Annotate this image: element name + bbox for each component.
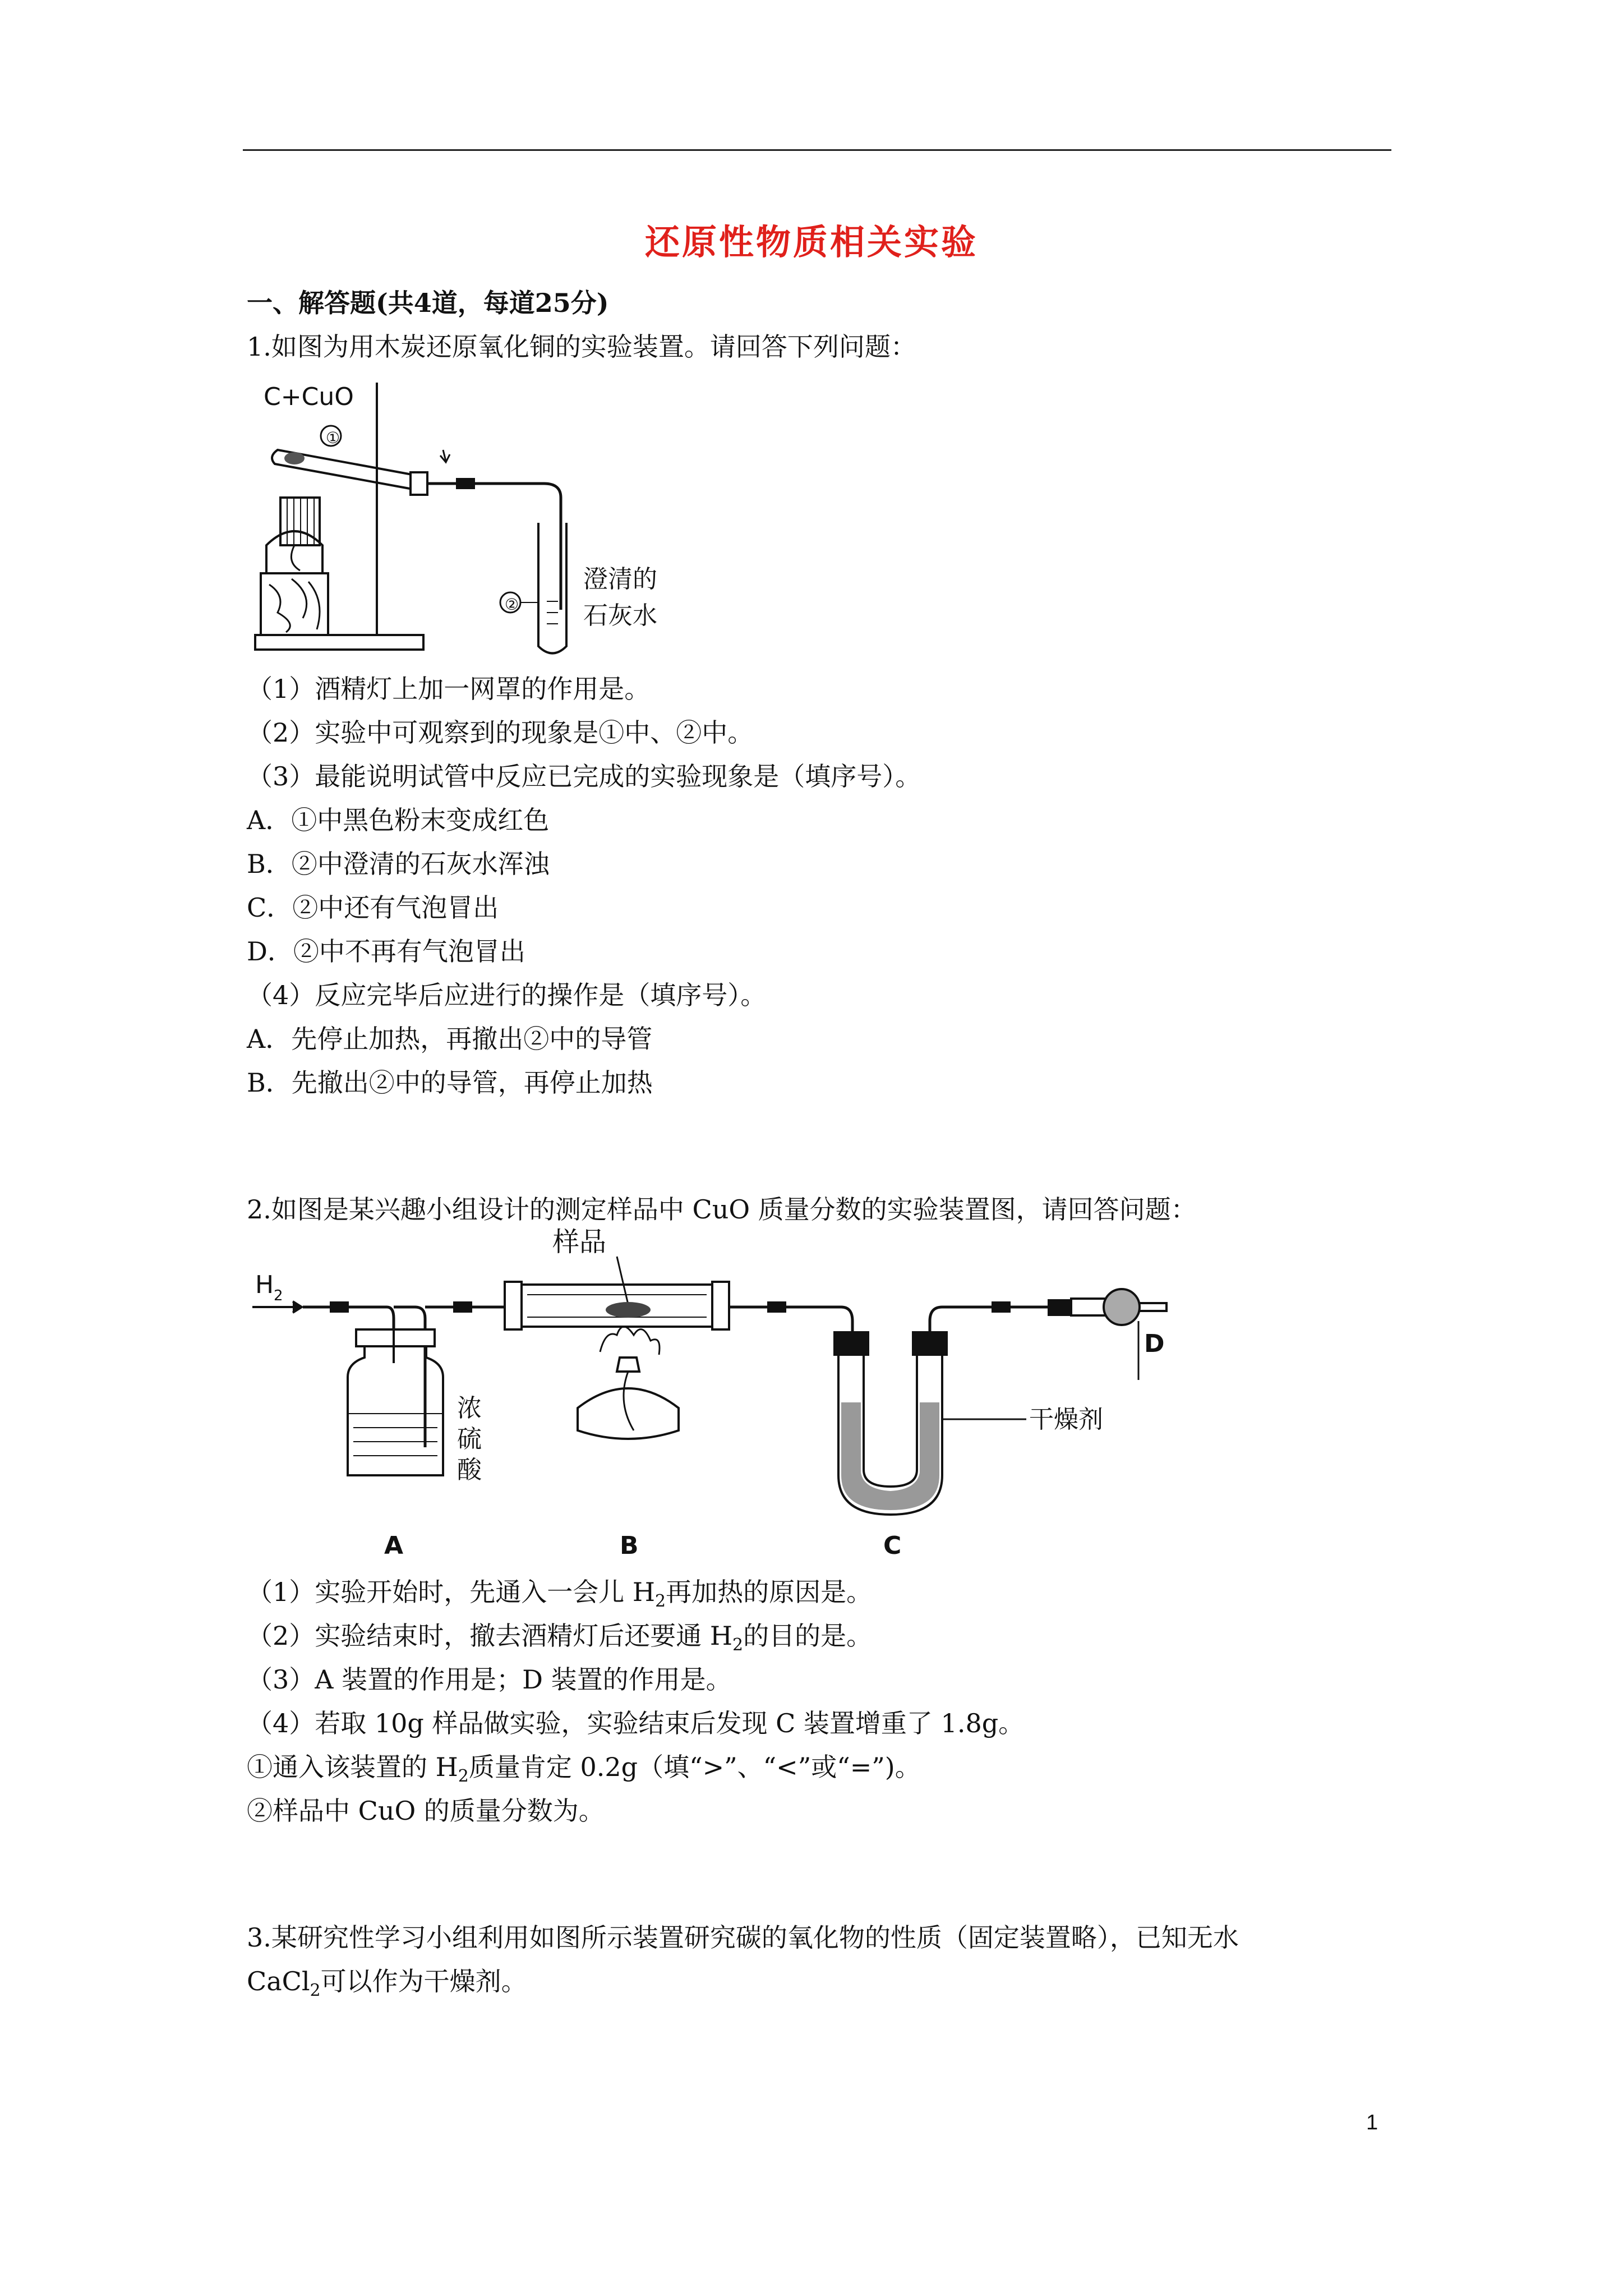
q1-reagent-label: C+CuO — [264, 383, 354, 411]
q1-option-b: B．②中澄清的石灰水浑浊 — [247, 849, 550, 879]
acid-label-1: 浓 — [457, 1394, 482, 1423]
bottle-a-stopper — [356, 1329, 435, 1346]
q1-apparatus-figure — [247, 377, 695, 663]
desiccant-label: 干燥剂 — [1029, 1405, 1103, 1434]
marker-2: ② — [505, 595, 519, 614]
stopper-1 — [411, 472, 427, 495]
q1-sub2: （2）实验中可观察到的现象是①中、②中。 — [247, 717, 754, 748]
q1-operation-b: B．先撤出②中的导管，再停止加热 — [247, 1068, 653, 1098]
q2-apparatus-figure — [247, 1223, 1200, 1565]
h2-label: H — [255, 1271, 274, 1299]
label-b: B — [620, 1531, 639, 1560]
alcohol-lamp-b — [578, 1388, 679, 1439]
q3-stem-line2: CaCl$_2$可以作为干燥剂。 — [247, 1966, 527, 2000]
limewater-label-1: 澄清的 — [583, 565, 657, 593]
q2-sub4-part2: ②样品中 CuO 的质量分数为。 — [247, 1796, 605, 1826]
label-d: D — [1144, 1329, 1165, 1358]
section-heading: 一、解答题(共4道，每道25分) — [247, 288, 609, 318]
header-rule — [243, 149, 1391, 151]
acid-label-3: 酸 — [457, 1456, 482, 1484]
q2-stem: 2.如图是某兴趣小组设计的测定样品中 CuO 质量分数的实验装置图，请回答问题： — [247, 1194, 1197, 1225]
q2-sub4-part1: ①通入该装置的 $H_2$质量肯定 0.2g（填“>”、“<”或“=”)。 — [247, 1752, 921, 1786]
q1-sub3: （3）最能说明试管中反应已完成的实验现象是（填序号）。 — [247, 761, 921, 792]
acid-label-2: 硫 — [457, 1425, 482, 1453]
q2-sub4: （4）若取 10g 样品做实验，实验结束后发现 C 装置增重了 1.8g。 — [247, 1708, 1025, 1738]
h2-subscript: 2 — [274, 1287, 283, 1304]
q1-sub4: （4）反应完毕后应进行的操作是（填序号）。 — [247, 980, 767, 1010]
q2-sub3: （3）A 装置的作用是；D 装置的作用是。 — [247, 1664, 732, 1695]
q2-sub1: （1）实验开始时，先通入一会儿 $H_2$再加热的原因是。 — [247, 1577, 873, 1611]
sample-label: 样品 — [552, 1226, 607, 1258]
q1-sub1: （1）酒精灯上加一网罩的作用是。 — [247, 674, 651, 704]
u-tube-stopper-left — [834, 1332, 868, 1355]
page-title: 还原性物质相关实验 — [644, 222, 978, 263]
q1-option-c: C．②中还有气泡冒出 — [247, 892, 499, 923]
label-a: A — [384, 1531, 404, 1560]
limewater-label-2: 石灰水 — [583, 601, 657, 630]
q1-operation-a: A．先停止加热，再撤出②中的导管 — [247, 1024, 653, 1054]
page-number: 1 — [1366, 2111, 1378, 2134]
label-c: C — [883, 1531, 902, 1560]
stand-base — [255, 635, 423, 650]
q1-option-d: D．②中不再有气泡冒出 — [247, 936, 525, 967]
drying-tube-bulb — [1104, 1289, 1140, 1325]
q1-stem: 1.如图为用木炭还原氧化铜的实验装置。请回答下列问题： — [247, 332, 916, 362]
u-tube-stopper-right — [913, 1332, 947, 1355]
q2-sub2: （2）实验结束时，撤去酒精灯后还要通 $H_2$的目的是。 — [247, 1621, 873, 1655]
q3-stem-line1: 3.某研究性学习小组利用如图所示装置研究碳的氧化物的性质（固定装置略），已知无水 — [247, 1922, 1239, 1953]
marker-1: ① — [326, 429, 340, 447]
q1-option-a: A．①中黑色粉末变成红色 — [247, 805, 550, 835]
